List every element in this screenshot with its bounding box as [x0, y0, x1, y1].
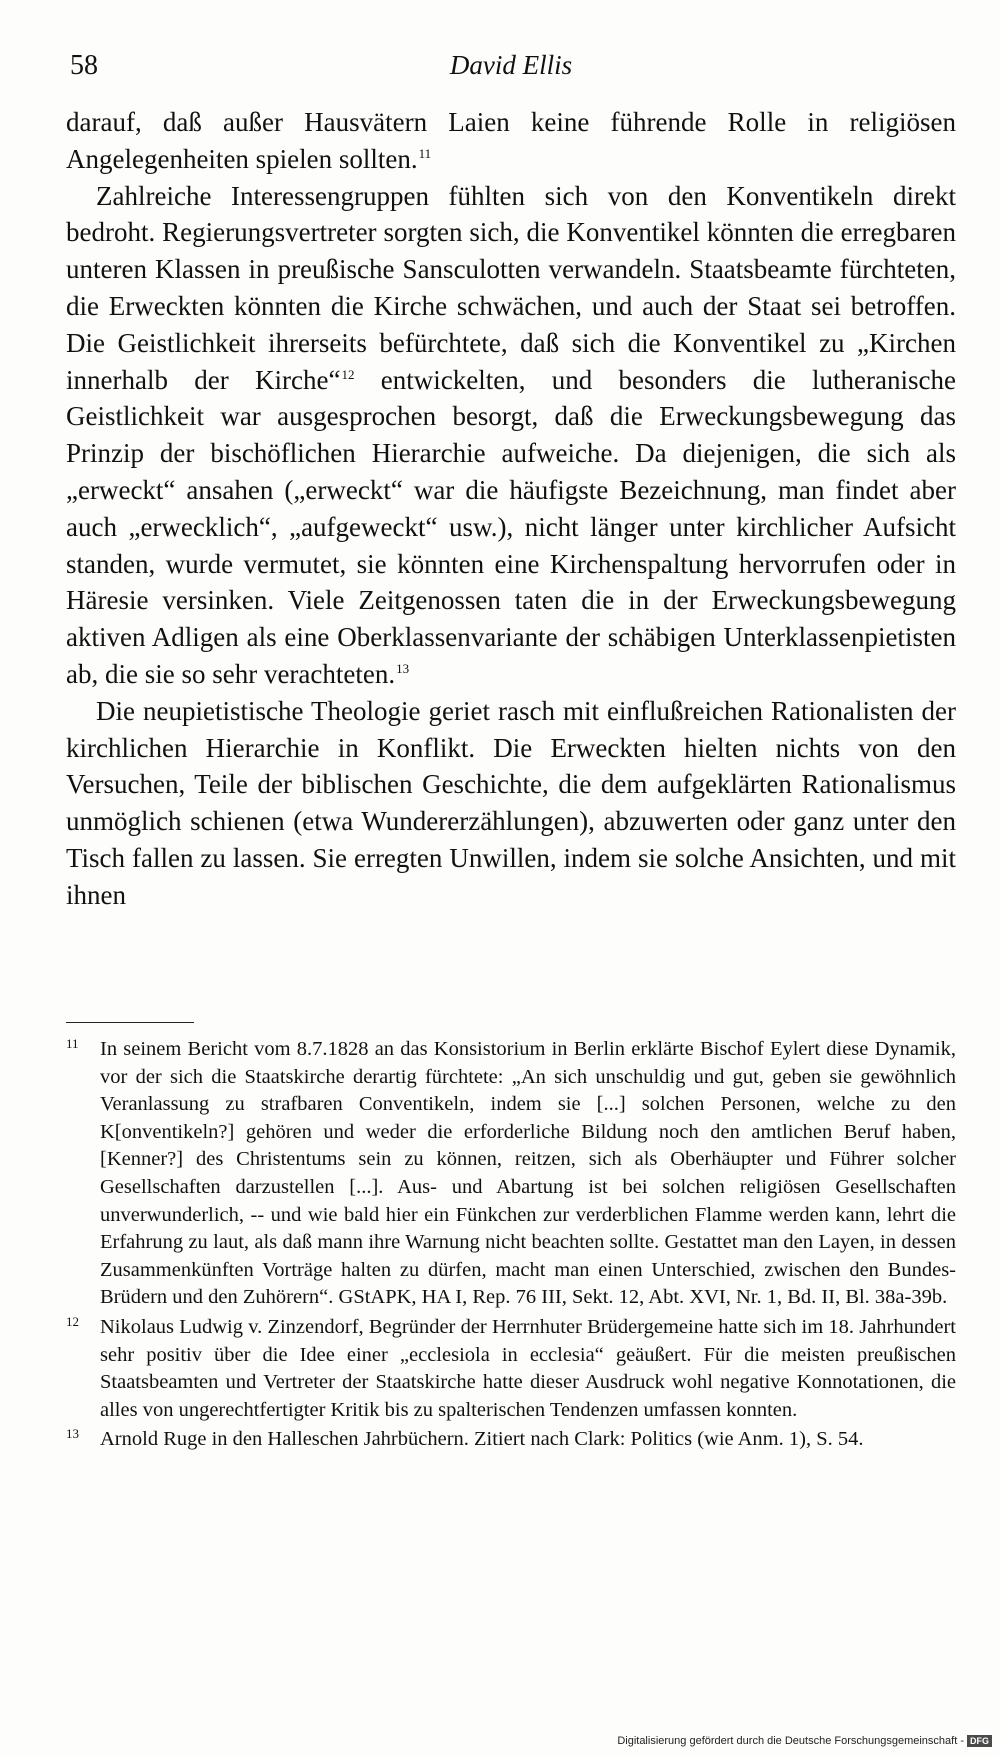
- paragraph-1: [66, 104, 956, 178]
- page-header: [66, 48, 956, 88]
- digitization-colophon: [617, 1735, 992, 1747]
- footnote-ref-11[interactable]: 11: [418, 145, 432, 161]
- footnote-11: [66, 1036, 956, 1312]
- footnote-13: [66, 1426, 956, 1454]
- paragraph-1-text: darauf, daß außer Hausvätern Laien keine führende Rolle in religiösen Angelegenheiten spielen sollten.: [66, 107, 956, 174]
- footnote-ref-12[interactable]: 12: [341, 366, 355, 382]
- paragraph-2-text-b: entwickelten, und besonders die lutheranische Geistlichkeit war ausgesprochen besorgt, daß die Erweckungsbewegung das Prinzip der bischöflichen Hierarchie aufweiche. Da diejenigen, die sich als „erweckt“ ansahen („erweckt“ war die häufigste Bezeichnung, man findet aber auch „erwecklich“, „aufgeweckt“ usw.), nicht länger unter kirchlicher Aufsicht standen, wurde vermutet, sie könnten eine Kirchenspaltung hervorrufen oder in Häresie versinken. Viele Zeitgenossen taten die in der Erweckungsbewegung aktiven Adligen als eine Oberklassenvariante der schäbigen Unterklassenpietisten ab, die sie so sehr verachteten.: [66, 364, 956, 689]
- footnote-divider: [66, 1022, 194, 1023]
- footnote-number: 11: [66, 1036, 79, 1051]
- footnote-number: 12: [66, 1313, 79, 1329]
- footnote-text: Nikolaus Ludwig v. Zinzendorf, Begründer der Herrnhuter Brüdergemeine hatte sich im 18. Jahrhundert sehr positiv über die Idee einer „ecclesiola in ecclesia“ geäußert. Für die meisten preußischen Staatsbeamten und Vertreter der Staatskirche hatte dieser Ausdruck wohl negative Konnotationen, die alles von ungerechtfertigter Kritik bis zu spalterischen Tendenzen umfassen konnten.: [100, 1315, 956, 1421]
- footnotes: [66, 1036, 956, 1456]
- footnote-text: Arnold Ruge in den Halleschen Jahrbüchern. Zitiert nach Clark: Politics (wie Anm. 1), S. 54.: [100, 1428, 864, 1451]
- paragraph-3: Die neupietistische Theologie geriet rasch mit einflußreichen Rationalisten der kirchlichen Hierarchie in Konflikt. Die Erweckten hielten nichts von den Versuchen, Teile der biblischen Geschichte, die dem aufgeklärten Rationalismus unmöglich schienen (etwa Wundererzählungen), abzuwerten oder ganz unter den Tisch fallen zu lassen. Sie erregten Unwillen, indem sie solche Ansichten, und mit ihnen: [66, 695, 956, 910]
- footnote-number: 13: [66, 1426, 79, 1442]
- colophon-text: Digitalisierung gefördert durch die Deutsche Forschungsgemeinschaft -: [617, 1735, 964, 1747]
- footnote-text: In seinem Bericht vom 8.7.1828 an das Konsistorium in Berlin erklärte Bischof Eylert diese Dynamik, vor der sich die Staatskirche derartig fürchtete: „An sich unschuldig und gut, geben sie gewöhnlich Veranlassung zu strafbaren Conventikeln, indem sie [...] solchen Personen, welche zu den K[onventikeln?] gehören und weder die erforderliche Bildung noch den amtlichen Beruf haben, [Kenner?] des Christentums sein zu können, reitzen, sich als Oberhäupter und Führer solcher Gesellschaften darzustellen [...]. Aus- und Abartung ist bei solchen religiösen Gesellschaften unverwunderlich, -- und wie bald hier ein Fünkchen zur verderblichen Flamme werden kann, lehrt die Erfahrung zu laut, als daß mann ihre Warnung nicht beachten sollte. Gestattet man den Layen, in dessen Zusammenkünften Vorträge halten zu dürfen, macht man einen Unterschied, zwischen den Bundes-Brüdern und den Zuhörern“. GStAPK, HA I, Rep. 76 III, Sekt. 12, Abt. XVI, Nr. 1, Bd. II, Bl. 38a-39b.: [100, 1038, 956, 1309]
- footnote-12: [66, 1314, 956, 1424]
- paragraph-2-text-a: Zahlreiche Interessengruppen fühlten sich von den Konventikeln direkt bedroht. Regierungsvertreter sorgten sich, die Konventikel könnten die erregbaren unteren Klassen in preußische Sansculotten verwandeln. Staatsbeamte fürchteten, die Erweckten könnten die Kirche schwächen, und auch der Staat sei betroffen. Die Geistlichkeit ihrerseits befürchtete, daß sich die Konventikel zu „Kirchen innerhalb der Kirche“: [66, 180, 956, 395]
- footnote-ref-13[interactable]: 13: [396, 660, 410, 676]
- page-number: 58: [70, 50, 98, 81]
- body-text: [66, 104, 956, 914]
- paragraph-2: [66, 178, 956, 693]
- running-head: David Ellis: [449, 50, 573, 80]
- dfg-logo-icon: DFG: [967, 1735, 992, 1747]
